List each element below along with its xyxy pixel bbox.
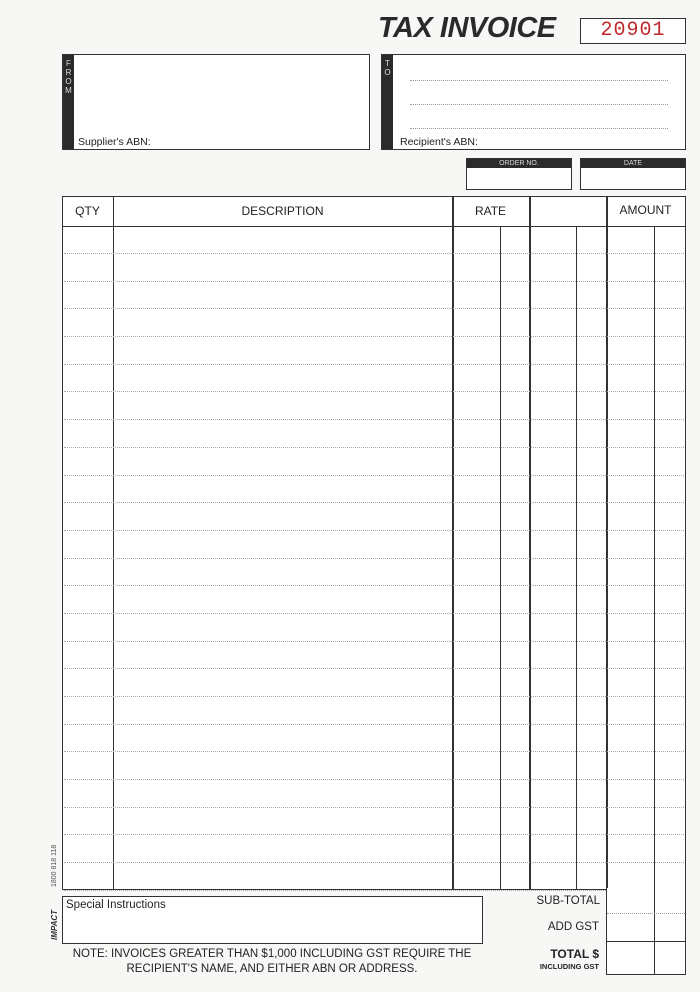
phone-number: 1800 818 118 bbox=[51, 844, 58, 887]
table-row[interactable] bbox=[64, 308, 684, 309]
totals-cents-divider bbox=[654, 888, 655, 974]
col-header-qty: QTY bbox=[75, 204, 100, 218]
col-header-description: DESCRIPTION bbox=[241, 204, 324, 218]
gst-line[interactable] bbox=[607, 941, 685, 942]
subtotal-label: SUB-TOTAL bbox=[536, 895, 600, 907]
to-line-1[interactable] bbox=[410, 80, 668, 81]
including-gst-label: INCLUDING GST bbox=[539, 962, 599, 971]
table-row[interactable] bbox=[64, 447, 684, 448]
supplier-abn-label: Supplier's ABN: bbox=[78, 136, 151, 148]
table-row[interactable] bbox=[64, 336, 684, 337]
add-gst-label: ADD GST bbox=[547, 921, 599, 933]
table-row[interactable] bbox=[64, 558, 684, 559]
table-row[interactable] bbox=[64, 419, 684, 420]
table-row[interactable] bbox=[64, 668, 684, 669]
table-rows bbox=[64, 253, 684, 918]
table-header-divider bbox=[62, 226, 686, 227]
table-row[interactable] bbox=[64, 613, 684, 614]
table-row[interactable] bbox=[64, 696, 684, 697]
subtotal-line[interactable] bbox=[607, 913, 685, 914]
table-row[interactable] bbox=[64, 391, 684, 392]
totals-box bbox=[606, 888, 686, 975]
table-row[interactable] bbox=[64, 530, 684, 531]
date-label: DATE bbox=[581, 159, 685, 168]
table-row[interactable] bbox=[64, 834, 684, 835]
table-row[interactable] bbox=[64, 502, 684, 503]
table-row[interactable] bbox=[64, 862, 684, 863]
gst-note-line-1: NOTE: INVOICES GREATER THAN $1,000 INCLUDING GST REQUIRE THE bbox=[72, 948, 472, 960]
invoice-title: TAX INVOICE bbox=[378, 12, 556, 44]
table-row[interactable] bbox=[64, 890, 684, 891]
table-row[interactable] bbox=[64, 641, 684, 642]
table-row[interactable] bbox=[64, 807, 684, 808]
total-label: TOTAL $ bbox=[550, 947, 599, 961]
to-tab: T O bbox=[382, 55, 393, 149]
order-no-label: ORDER NO. bbox=[467, 159, 571, 168]
table-row[interactable] bbox=[64, 281, 684, 282]
to-line-3[interactable] bbox=[410, 128, 668, 129]
gst-note-line-2: RECIPIENT'S NAME, AND EITHER ABN OR ADDRESS. bbox=[126, 963, 418, 975]
col-header-amount: AMOUNT bbox=[619, 203, 672, 217]
special-instructions-label: Special Instructions bbox=[66, 899, 166, 911]
to-line-2[interactable] bbox=[410, 104, 668, 105]
table-row[interactable] bbox=[64, 364, 684, 365]
recipient-abn-label: Recipient's ABN: bbox=[400, 136, 478, 148]
gst-note bbox=[50, 947, 494, 977]
invoice-number: 20901 bbox=[600, 19, 666, 42]
from-tab: F R O M bbox=[63, 55, 74, 149]
impact-logo: IMPACT bbox=[50, 909, 59, 940]
table-row[interactable] bbox=[64, 724, 684, 725]
table-row[interactable] bbox=[64, 585, 684, 586]
table-row[interactable] bbox=[64, 253, 684, 254]
table-row[interactable] bbox=[64, 475, 684, 476]
table-row[interactable] bbox=[64, 779, 684, 780]
table-row[interactable] bbox=[64, 751, 684, 752]
col-header-rate: RATE bbox=[474, 204, 507, 218]
